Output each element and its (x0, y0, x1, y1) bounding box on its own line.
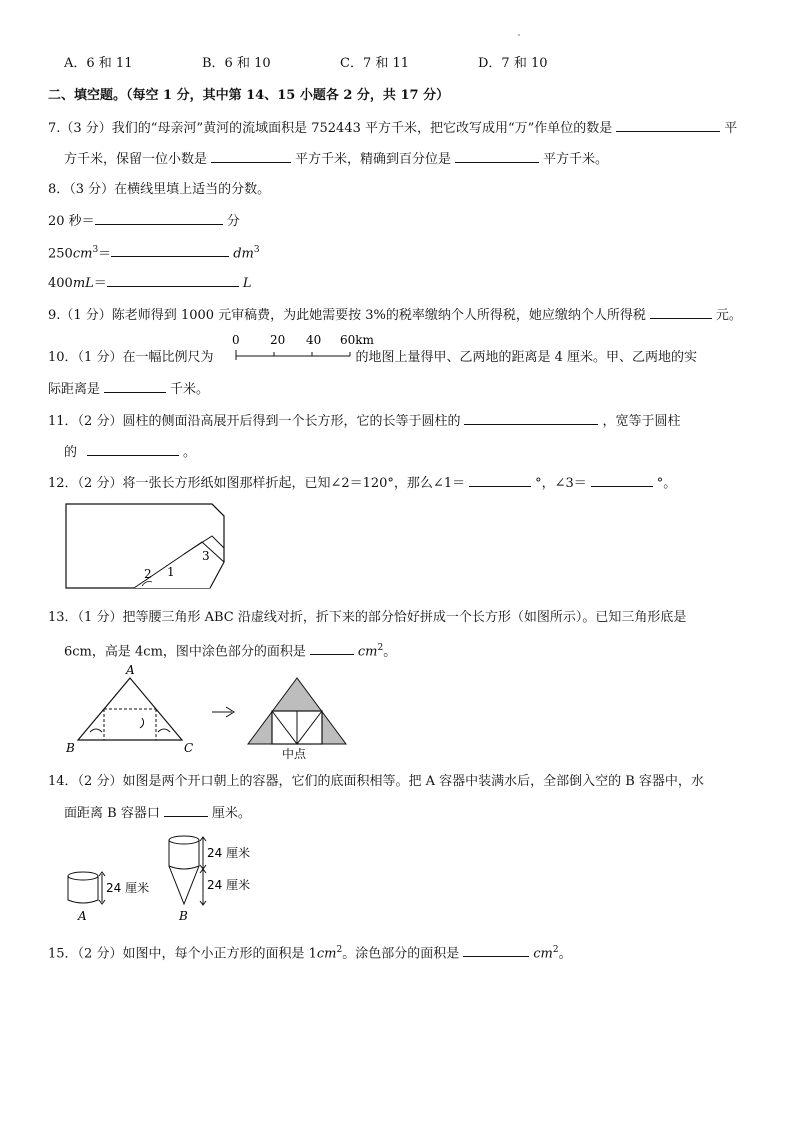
q13-blank[interactable] (310, 640, 354, 655)
scan-dot (518, 34, 520, 36)
q8-row-1 (48, 210, 746, 232)
q9-text: 9.（1 分）陈老师得到 1000 元审稿费，为此她需要按 3%的税率缴纳个人所得税，她应缴纳个人所得税 (48, 308, 646, 323)
q7-text-2a: 方千米，保留一位小数是 (64, 152, 208, 167)
q8-sup-b: 3 (253, 245, 260, 255)
paper-corner (212, 504, 224, 516)
q11-line2-a: 的 (64, 445, 78, 460)
question-13-line2 (64, 638, 746, 662)
option-a: A．6 和 11 (64, 56, 133, 71)
transform-arrow (212, 707, 234, 717)
fold-lines (104, 709, 156, 740)
q14-line2-b: 厘米。 (211, 806, 251, 821)
question-14-line1: 14．（2 分）如图是两个开口朝上的容器，它们的底面积相等。把 A 容器中装满水后，全部倒入空的 B 容器中，水 (48, 774, 704, 789)
question-10-line2 (48, 378, 746, 400)
question-7-line2 (64, 148, 746, 170)
q14-blank[interactable] (164, 802, 208, 817)
q8-blank-1[interactable] (95, 210, 223, 225)
q13-sup: 2 (377, 643, 384, 653)
q12-blank-2[interactable] (591, 472, 653, 487)
question-13-line1: 13．（1 分）把等腰三角形 ABC 沿虚线对折，折下来的部分恰好拼成一个长方形（如图所示）。已知三角形底是 (48, 610, 687, 625)
q9-end: 元。 (715, 308, 742, 323)
option-d: D．7 和 10 (478, 56, 548, 71)
q8-row3-unit-ml: mL (72, 276, 94, 291)
scale-bar-figure (226, 332, 374, 366)
q11-text-b: ，宽等于圆柱 (602, 414, 681, 429)
q15-text-a: 15．（2 分）如图中，每个小正方形的面积是 1 (48, 946, 317, 962)
folded-flap (134, 542, 224, 588)
q12-text-a: 12．（2 分）将一张长方形纸如图那样折起，已知∠2＝120°，那么∠1＝ (48, 476, 466, 491)
q15-end: 。 (558, 946, 572, 962)
q15-text-b: 。涂色部分的面积是 (342, 946, 460, 962)
q15-sup-b: 2 (552, 945, 559, 955)
question-14-line2 (64, 802, 746, 824)
q11-line2-b: 。 (183, 445, 197, 460)
q8-row2-unit-dm: dm (233, 246, 254, 262)
q8-row2-unit-cm: cm (72, 246, 93, 262)
height-label-b-bottom: 24 厘米 (207, 878, 251, 892)
fold-arrow-top (140, 718, 144, 728)
height-arrow-b-top (200, 837, 206, 869)
q12-blank-1[interactable] (469, 472, 531, 487)
q8-row2-eq: ＝ (98, 246, 112, 262)
q15-unit-a: cm (316, 946, 337, 962)
scale-label-20: 20 (270, 333, 286, 347)
angle-label-1: 1 (167, 565, 175, 579)
cylinder-a-top (68, 872, 98, 880)
height-arrow-a (99, 872, 105, 904)
vertex-c: C (184, 741, 194, 755)
container-b-label: B (179, 909, 188, 923)
q8-sup-a: 3 (92, 245, 99, 255)
q8-blank-2[interactable] (111, 242, 229, 257)
q8-row2-num: 250 (48, 246, 73, 262)
choice-options (64, 54, 746, 74)
q8-blank-3[interactable] (107, 272, 239, 287)
q7-text-2c: 平方千米。 (543, 152, 609, 167)
height-label-a: 24 厘米 (106, 881, 150, 895)
q15-unit-b: cm (533, 946, 553, 962)
option-c: C．7 和 11 (340, 56, 410, 71)
option-b: B．6 和 10 (202, 56, 271, 71)
q8-row-3 (48, 272, 746, 294)
q7-blank-3[interactable] (455, 148, 539, 163)
container-a-label: A (78, 909, 87, 923)
vertex-b: B (66, 741, 75, 755)
q10-line2-a: 际距离是 (48, 382, 101, 397)
q10-suffix: 的地图上量得甲、乙两地的距离是 4 厘米。甲、乙两地的实 (355, 350, 697, 365)
q7-blank-2[interactable] (211, 148, 291, 163)
q10-prefix: 10．（1 分）在一幅比例尺为 (48, 350, 214, 365)
q7-text-end: 平 (724, 121, 738, 136)
question-11-line1 (48, 410, 746, 432)
q7-text: 7.（3 分）我们的“母亲河”黄河的流域面积是 752443 平方千米，把它改写成用“万”作单位的数是 (48, 121, 613, 136)
q11-text-a: 11．（2 分）圆柱的侧面沿高展开后得到一个长方形，它的长等于圆柱的 (48, 414, 461, 429)
question-7-line1 (48, 117, 746, 139)
question-15 (48, 940, 746, 964)
q12-text-b: °，∠3＝ (535, 476, 587, 491)
question-10-line1 (48, 348, 746, 368)
fold-arrow-right (158, 729, 170, 732)
q15-blank[interactable] (463, 942, 529, 957)
q10-blank[interactable] (104, 378, 166, 393)
midpoint-label: 中点 (282, 747, 307, 761)
q8-row1-left: 20 秒＝ (48, 214, 95, 229)
folded-paper-figure (64, 502, 228, 596)
q11-blank-2[interactable] (87, 441, 179, 456)
q7-blank-1[interactable] (616, 117, 720, 132)
q7-text-2b: 平方千米，精确到百分位是 (295, 152, 452, 167)
scale-label-0: 0 (232, 333, 240, 347)
height-arrow-b-bottom (200, 869, 206, 905)
question-11-line2 (64, 441, 746, 463)
q8-row3-eq: ＝ (93, 276, 107, 291)
triangle-fold-figure (60, 662, 360, 761)
fold-arrow-left (90, 729, 102, 732)
q8-row3-unit-l: L (242, 276, 252, 291)
scale-label-40: 40 (306, 333, 322, 347)
section-title: 二、填空题。（每空 1 分，其中第 14、15 小题各 2 分，共 17 分） (48, 88, 450, 103)
q9-blank[interactable] (650, 304, 712, 319)
q8-row3-num: 400 (48, 276, 73, 291)
question-12 (48, 472, 746, 494)
q8-row1-unit: 分 (226, 214, 240, 229)
angle-label-2: 2 (144, 567, 152, 581)
q14-line2-a: 面距离 B 容器口 (64, 806, 160, 821)
q13-line2-a: 6cm，高是 4cm，图中涂色部分的面积是 (64, 644, 306, 660)
scale-label-60: 60km (340, 333, 374, 347)
cone-b-body (169, 866, 199, 904)
question-8-stem: 8．（3 分）在横线里填上适当的分数。 (48, 182, 271, 197)
angle-label-3: 3 (202, 549, 210, 563)
vertex-a: A (126, 663, 135, 677)
q11-blank-1[interactable] (464, 410, 598, 425)
q13-end: 。 (383, 644, 397, 660)
containers-figure (60, 832, 270, 928)
cylinder-b-top (169, 836, 199, 844)
q15-sup-a: 2 (336, 945, 343, 955)
q10-line2-b: 千米。 (170, 382, 210, 397)
height-label-b-top: 24 厘米 (207, 846, 251, 860)
q12-text-c: °。 (656, 476, 677, 491)
q8-row-2 (48, 240, 746, 264)
q13-unit: cm (357, 644, 378, 660)
question-9 (48, 304, 746, 326)
